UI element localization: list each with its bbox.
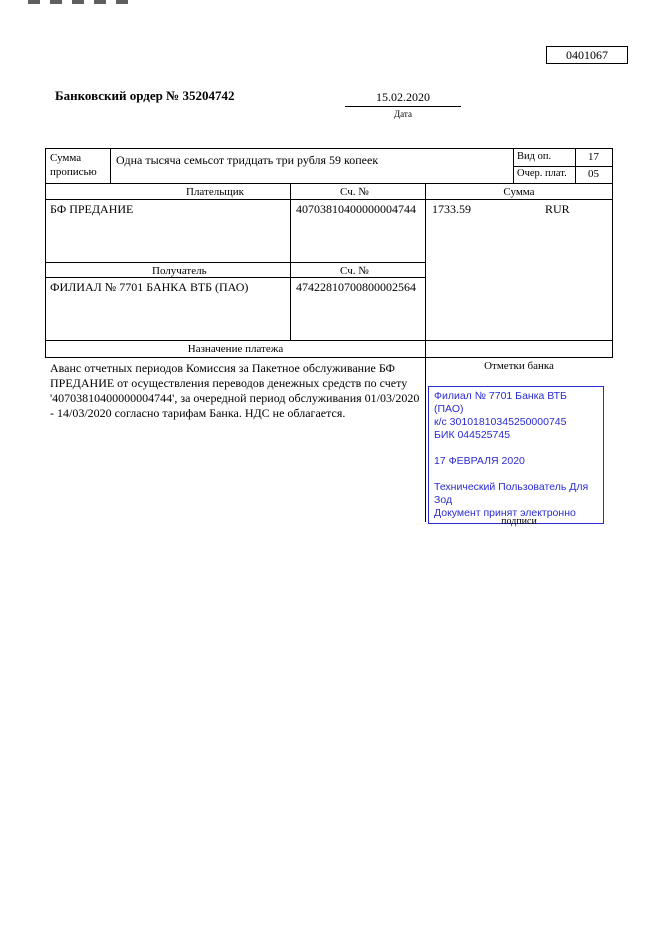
amount-words-value: Одна тысяча семьсот тридцать три рубля 59 копеек <box>116 153 379 167</box>
amount-value: 1733.59 <box>432 202 471 216</box>
bank-stamp <box>428 386 604 524</box>
operation-type-label: Вид оп. <box>517 151 552 162</box>
form-code: 0401067 <box>566 48 608 62</box>
scan-artifact <box>28 0 138 4</box>
stamp-line: 17 ФЕВРАЛЯ 2020 <box>434 455 525 467</box>
stamp-line: к/с 30101810345250000745 <box>434 416 567 428</box>
stamp-line: Документ принят электронно <box>434 507 576 519</box>
payer-name: БФ ПРЕДАНИЕ <box>50 202 134 216</box>
payee-section-label: Получатель <box>152 265 207 277</box>
bank-marks-header: Отметки банка <box>484 360 554 372</box>
grid-line-h <box>45 262 426 263</box>
stamp-line <box>434 468 598 481</box>
grid-line-v <box>110 148 111 183</box>
grid-line-h <box>513 166 613 167</box>
form-code-box <box>546 46 628 64</box>
amount-words-label: Сумма прописью <box>50 152 97 178</box>
signatures-label: подписи <box>501 516 537 527</box>
amount-currency: RUR <box>545 202 570 216</box>
stamp-line: БИК 044525745 <box>434 429 511 441</box>
payment-priority-value: 05 <box>588 168 599 180</box>
stamp-line: Технический Пользователь Для Зод <box>434 481 589 506</box>
purpose-header: Назначение платежа <box>187 343 284 355</box>
grid-line-v <box>45 148 46 358</box>
purpose-text: Аванс отчетных периодов Комиссия за Пакетное обслуживание БФ ПРЕДАНИЕ от осуществления переводов денежных средств по счету '40703810400000004744', за очередной период обслуживания 01/03/2020 - 14/03/2020 согласно тарифам Банка. НДС не облагается. <box>50 361 420 420</box>
grid-line-h <box>45 357 613 358</box>
payment-priority-label: Очер. плат. <box>517 168 567 179</box>
grid-line-h <box>45 277 426 278</box>
grid-line-h <box>45 148 613 149</box>
grid-line-h <box>45 183 613 184</box>
grid-line-h <box>45 340 613 341</box>
stamp-line <box>434 442 598 455</box>
date-label: Дата <box>394 109 412 119</box>
stamp-line: Филиал № 7701 Банка ВТБ (ПАО) <box>434 390 567 415</box>
grid-line-v <box>612 148 613 358</box>
date-value: 15.02.2020 <box>376 90 430 104</box>
date-underline <box>345 106 461 107</box>
grid-line-h <box>45 199 613 200</box>
payee-account-header: Сч. № <box>340 265 369 277</box>
document-title: Банковский ордер № 35204742 <box>55 88 235 103</box>
payer-account-header: Сч. № <box>340 186 369 198</box>
payee-name: ФИЛИАЛ № 7701 БАНКА ВТБ (ПАО) <box>50 280 249 294</box>
operation-type-value: 17 <box>588 151 599 163</box>
grid-line-v <box>513 148 514 183</box>
amount-column-header: Сумма <box>503 186 535 198</box>
grid-line-v <box>290 183 291 340</box>
payer-account: 40703810400000004744 <box>296 202 416 216</box>
payee-account: 47422810700800002564 <box>296 280 416 294</box>
payer-section-label: Плательщик <box>186 186 244 198</box>
